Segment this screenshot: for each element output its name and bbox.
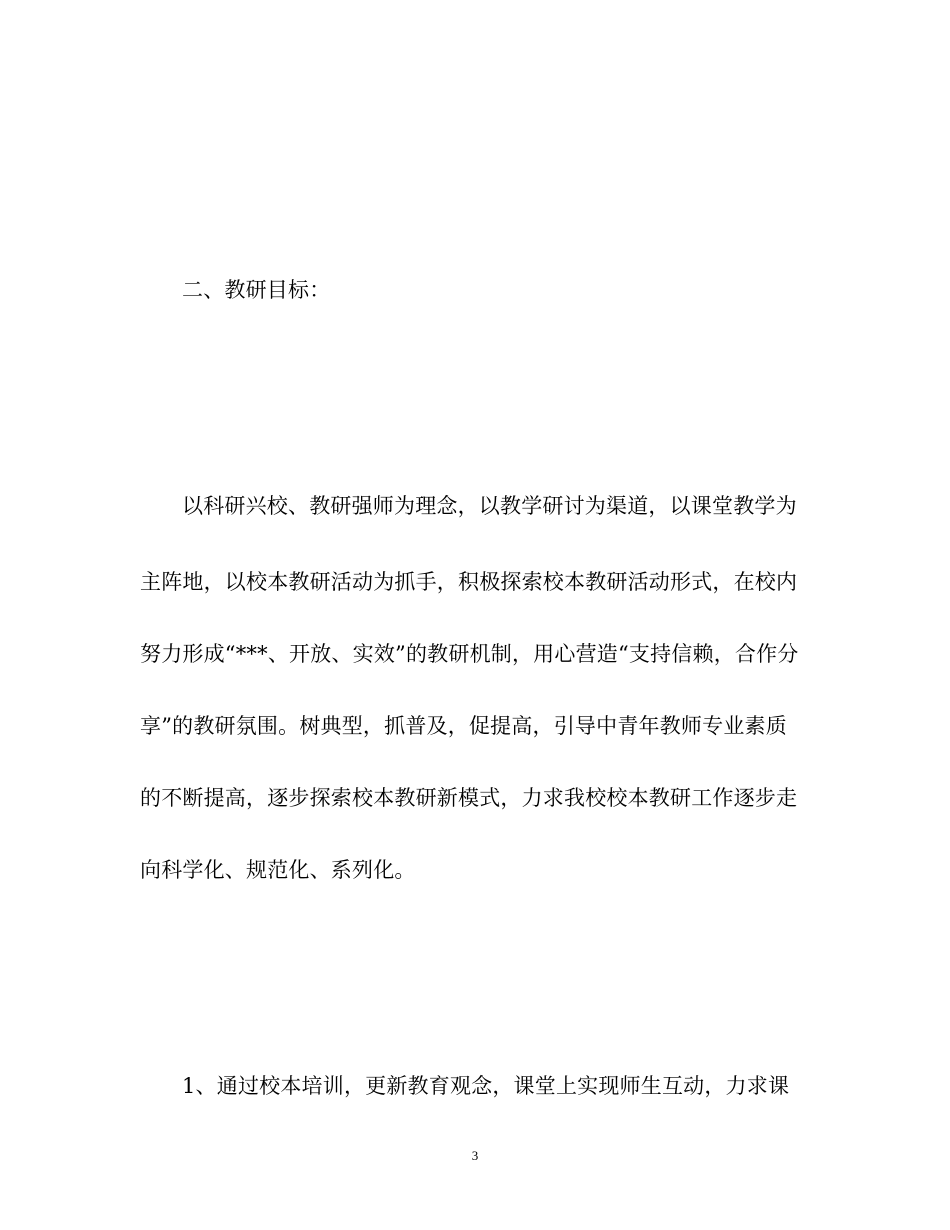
paragraph-line: 以科研兴校、教研强师为理念，以教学研讨为渠道，以课堂教学为	[182, 494, 797, 518]
page-number: 3	[471, 1148, 479, 1163]
section-heading: 二、教研目标：	[182, 278, 331, 302]
paragraph-line: 1、通过校本培训，更新教育观念，课堂上实现师生互动，力求课	[182, 1074, 790, 1098]
paragraph-line: 的不断提高，逐步探索校本教研新模式，力求我校校本教研工作逐步走	[140, 786, 798, 810]
paragraph-line: 主阵地，以校本教研活动为抓手，积极探索校本教研活动形式，在校内	[140, 570, 798, 594]
paragraph-line: 享”的教研氛围。树典型，抓普及，促提高，引导中青年教师专业素质	[140, 714, 787, 738]
paragraph-line: 努力形成“***、开放、实效”的教研机制，用心营造“支持信赖，合作分	[140, 642, 799, 666]
paragraph-line: 向科学化、规范化、系列化。	[140, 858, 416, 882]
